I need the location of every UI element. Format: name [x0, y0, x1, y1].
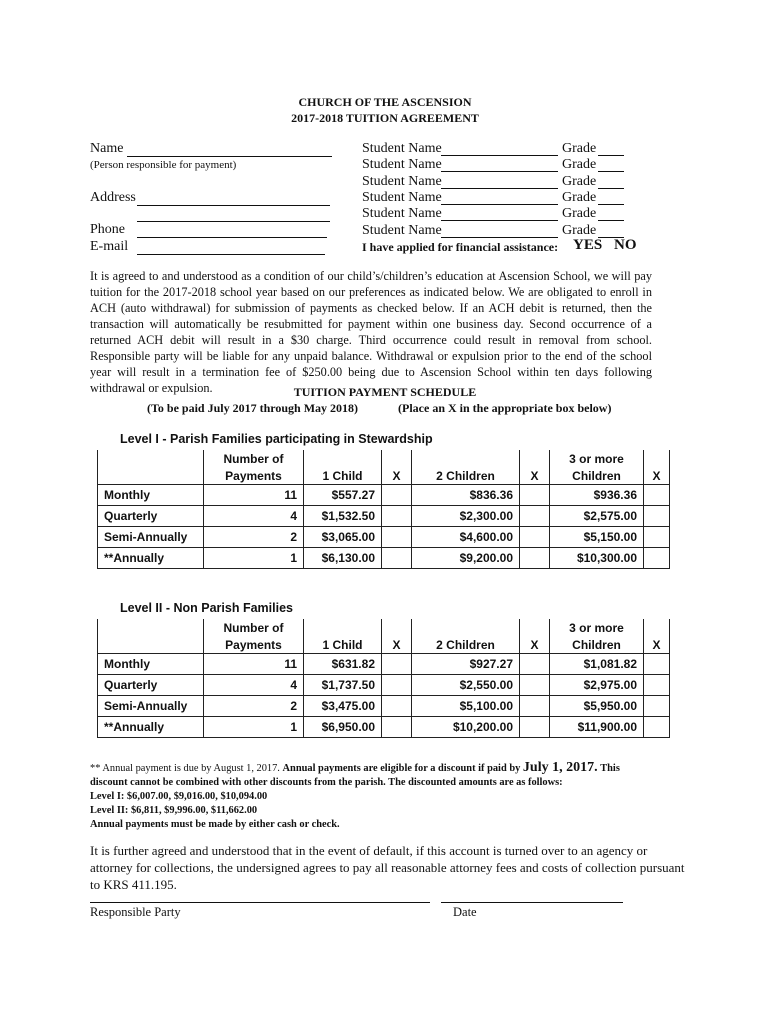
header-three-1: 3 or more	[550, 619, 644, 636]
header-two-children: 2 Children	[412, 467, 520, 485]
row-payments: 11	[204, 654, 304, 675]
name-note: (Person responsible for payment)	[90, 159, 237, 171]
student-name-label: Student Name	[362, 141, 442, 156]
signature-line[interactable]	[90, 902, 430, 903]
note-line-2: discount cannot be combined with other discounts from the parish. The discounted amounts are as follows:	[90, 777, 563, 788]
checkbox-three-children[interactable]	[644, 675, 670, 696]
grade-field[interactable]	[598, 204, 624, 205]
header-blank	[412, 619, 520, 636]
header-three-1: 3 or more	[550, 450, 644, 467]
checkbox-two-children[interactable]	[520, 675, 550, 696]
email-field[interactable]	[137, 254, 325, 255]
row-one-child: $3,065.00	[304, 527, 382, 548]
grade-label: Grade	[562, 141, 597, 156]
row-label: Quarterly	[98, 506, 204, 527]
header-x: X	[520, 636, 550, 654]
student-name-field[interactable]	[441, 220, 558, 221]
header-x: X	[382, 467, 412, 485]
row-three-children: $936.36	[550, 485, 644, 506]
student-name-label: Student Name	[362, 173, 442, 189]
checkbox-three-children[interactable]	[644, 527, 670, 548]
checkbox-three-children[interactable]	[644, 654, 670, 675]
checkbox-two-children[interactable]	[520, 717, 550, 738]
address-label: Address	[90, 190, 136, 205]
header-two-children: 2 Children	[412, 636, 520, 654]
table-header-blank	[98, 467, 204, 485]
schedule-title: TUITION PAYMENT SCHEDULE	[293, 385, 477, 399]
address-field-1[interactable]	[137, 205, 330, 206]
header-blank	[304, 450, 382, 467]
name-field[interactable]	[127, 156, 332, 157]
checkbox-three-children[interactable]	[644, 548, 670, 569]
table-header-blank	[98, 450, 204, 467]
checkbox-two-children[interactable]	[520, 527, 550, 548]
table-row	[98, 527, 670, 548]
checkbox-two-children[interactable]	[520, 548, 550, 569]
grade-field[interactable]	[598, 155, 624, 156]
checkbox-three-children[interactable]	[644, 717, 670, 738]
checkbox-two-children[interactable]	[520, 654, 550, 675]
annual-notes	[90, 761, 670, 832]
document-subtitle: 2017-2018 TUITION AGREEMENT	[291, 111, 479, 125]
row-three-children: $11,900.00	[550, 717, 644, 738]
row-two-children: $10,200.00	[412, 717, 520, 738]
grade-label: Grade	[562, 157, 597, 173]
name-label: Name	[90, 141, 124, 156]
email-label: E-mail	[90, 239, 129, 254]
grade-label: Grade	[562, 222, 597, 238]
row-label: Semi-Annually	[98, 696, 204, 717]
note-discount-date: July 1, 2017.	[522, 760, 598, 775]
header-one-child: 1 Child	[304, 636, 382, 654]
row-payments: 2	[204, 527, 304, 548]
header-payments-1: Number of	[204, 450, 304, 467]
financial-yes[interactable]: YES	[573, 237, 603, 253]
checkbox-one-child[interactable]	[382, 717, 412, 738]
header-blank	[520, 450, 550, 467]
date-label: Date	[453, 905, 477, 919]
header-blank	[382, 619, 412, 636]
address-field-2[interactable]	[137, 221, 330, 222]
header-payments-2: Payments	[204, 636, 304, 654]
row-label: Quarterly	[98, 675, 204, 696]
row-one-child: $3,475.00	[304, 696, 382, 717]
row-one-child: $631.82	[304, 654, 382, 675]
row-one-child: $557.27	[304, 485, 382, 506]
row-two-children: $836.36	[412, 485, 520, 506]
header-one-child: 1 Child	[304, 467, 382, 485]
table-row	[98, 548, 670, 569]
row-payments: 4	[204, 506, 304, 527]
row-one-child: $6,950.00	[304, 717, 382, 738]
row-three-children: $2,975.00	[550, 675, 644, 696]
grade-field[interactable]	[598, 220, 624, 221]
grade-label: Grade	[562, 206, 597, 222]
note-line-1	[90, 761, 670, 776]
phone-label: Phone	[90, 222, 125, 237]
level1-table	[97, 450, 670, 569]
table-row	[98, 654, 670, 675]
header-blank	[382, 450, 412, 467]
level1-title: Level I - Parish Families participating in Stewardship	[120, 432, 433, 446]
header-blank	[520, 619, 550, 636]
checkbox-three-children[interactable]	[644, 485, 670, 506]
row-label: Semi-Annually	[98, 527, 204, 548]
row-three-children: $1,081.82	[550, 654, 644, 675]
header-payments-2: Payments	[204, 467, 304, 485]
row-two-children: $927.27	[412, 654, 520, 675]
checkbox-one-child[interactable]	[382, 527, 412, 548]
checkbox-two-children[interactable]	[520, 485, 550, 506]
row-three-children: $2,575.00	[550, 506, 644, 527]
row-two-children: $4,600.00	[412, 527, 520, 548]
header-x: X	[520, 467, 550, 485]
row-one-child: $1,737.50	[304, 675, 382, 696]
financial-assistance-label: I have applied for financial assistance:	[362, 240, 559, 254]
responsible-party-label: Responsible Party	[90, 905, 181, 919]
grade-label: Grade	[562, 173, 597, 189]
header-blank	[644, 619, 670, 636]
table-row	[98, 506, 670, 527]
row-three-children: $5,150.00	[550, 527, 644, 548]
grade-label: Grade	[562, 189, 597, 205]
row-payments: 1	[204, 548, 304, 569]
row-three-children: $5,950.00	[550, 696, 644, 717]
row-two-children: $2,300.00	[412, 506, 520, 527]
agreement-paragraph: It is agreed to and understood as a condition of our child’s/children’s education at Ascension School, we will pay tuition for the 2017-2018 school year based on our preferences as indicated below. We are obligated to enroll in ACH (auto withdrawal) for submission of payments as checked below. If an ACH debit is returned, then the transaction will automatically be resubmitted for payment within one business day. Second occurrence of a returned ACH debit will result in a $30 charge. Third occurrence could result in removal from school. Responsible party will be liable for any unpaid balance. Withdrawal or expulsion prior to the end of the school year will result in a termination fee of $250.00 being due to Ascension School within ten days following withdrawal or expulsion.	[90, 269, 652, 395]
header-three-2: Children	[550, 467, 644, 485]
header-blank	[644, 450, 670, 467]
student-name-label: Student Name	[362, 206, 442, 222]
level2-table	[97, 619, 670, 738]
table-header-blank	[98, 619, 204, 636]
student-name-field[interactable]	[441, 155, 558, 156]
row-payments: 4	[204, 675, 304, 696]
checkbox-two-children[interactable]	[520, 696, 550, 717]
table-row	[98, 696, 670, 717]
checkbox-one-child[interactable]	[382, 696, 412, 717]
student-name-field[interactable]	[441, 171, 558, 172]
table-row	[98, 485, 670, 506]
row-label: **Annually	[98, 548, 204, 569]
student-name-label: Student Name	[362, 157, 442, 173]
level2-title: Level II - Non Parish Families	[120, 601, 293, 615]
date-line[interactable]	[441, 902, 623, 903]
financial-no[interactable]: NO	[614, 237, 637, 253]
row-label: Monthly	[98, 485, 204, 506]
row-three-children: $10,300.00	[550, 548, 644, 569]
document-title: CHURCH OF THE ASCENSION	[298, 95, 472, 109]
student-name-field[interactable]	[441, 204, 558, 205]
row-one-child: $6,130.00	[304, 548, 382, 569]
row-one-child: $1,532.50	[304, 506, 382, 527]
checkbox-one-child[interactable]	[382, 506, 412, 527]
schedule-subtitle-left: (To be paid July 2017 through May 2018)	[147, 401, 359, 415]
checkbox-one-child[interactable]	[382, 548, 412, 569]
checkbox-two-children[interactable]	[520, 506, 550, 527]
note-this: This	[600, 763, 620, 774]
header-blank	[412, 450, 520, 467]
note-level1-discount: Level I: $6,007.00, $9,016.00, $10,094.00	[90, 791, 268, 802]
default-paragraph: It is further agreed and understood that in the event of default, if this account is turned over to an agency or attorney for collections, the undersigned agrees to pay all reasonable attorney fees and costs of collection pursuant to KRS 411.195.	[90, 843, 685, 892]
header-x: X	[382, 636, 412, 654]
header-payments-1: Number of	[204, 619, 304, 636]
student-name-field[interactable]	[441, 237, 558, 238]
row-two-children: $2,550.00	[412, 675, 520, 696]
row-label: **Annually	[98, 717, 204, 738]
table-header-blank	[98, 636, 204, 654]
checkbox-one-child[interactable]	[382, 654, 412, 675]
phone-field[interactable]	[137, 237, 327, 238]
note-payment-method: Annual payments must be made by either cash or check.	[90, 819, 340, 830]
row-payments: 11	[204, 485, 304, 506]
student-name-label: Student Name	[362, 189, 442, 205]
student-name-field[interactable]	[441, 188, 558, 189]
checkbox-three-children[interactable]	[644, 506, 670, 527]
row-payments: 2	[204, 696, 304, 717]
checkbox-one-child[interactable]	[382, 675, 412, 696]
table-row	[98, 717, 670, 738]
note-level2-discount: Level II: $6,811, $9,996.00, $11,662.00	[90, 805, 258, 816]
header-blank	[304, 619, 382, 636]
note-due: ** Annual payment is due by August 1, 2017.	[90, 763, 280, 774]
table-row	[98, 675, 670, 696]
row-two-children: $9,200.00	[412, 548, 520, 569]
schedule-subtitle-right: (Place an X in the appropriate box below)	[398, 401, 612, 415]
row-label: Monthly	[98, 654, 204, 675]
student-name-label: Student Name	[362, 222, 442, 238]
note-discount: Annual payments are eligible for a discount if paid by	[282, 763, 521, 774]
row-payments: 1	[204, 717, 304, 738]
grade-field[interactable]	[598, 188, 624, 189]
checkbox-three-children[interactable]	[644, 696, 670, 717]
header-three-2: Children	[550, 636, 644, 654]
row-two-children: $5,100.00	[412, 696, 520, 717]
header-x: X	[644, 467, 670, 485]
checkbox-one-child[interactable]	[382, 485, 412, 506]
header-x: X	[644, 636, 670, 654]
grade-field[interactable]	[598, 171, 624, 172]
